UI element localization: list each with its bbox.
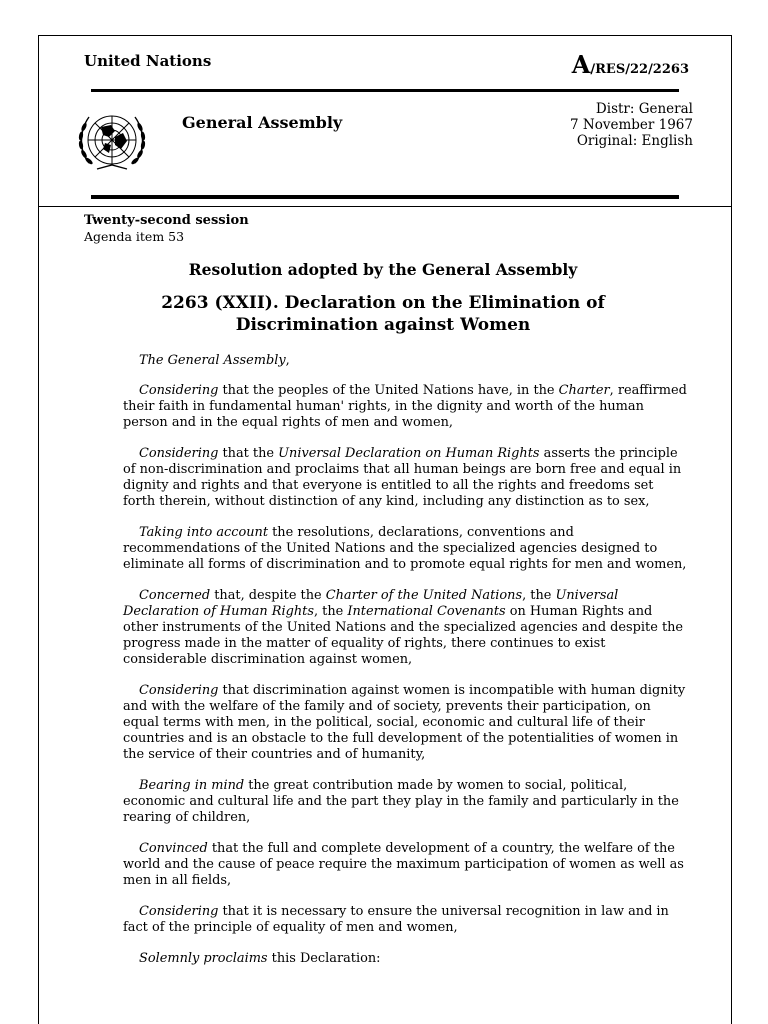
un-emblem-icon xyxy=(75,103,149,177)
paragraph-text: this Declaration: xyxy=(267,951,381,966)
declaration-title-line-1: 2263 (XXII). Declaration on the Elimination of xyxy=(161,293,605,313)
distr-line: Distr: General xyxy=(595,101,693,117)
italic-phrase: Considering xyxy=(139,904,219,919)
language-line: Original: English xyxy=(576,133,693,149)
preamble-paragraph xyxy=(123,951,689,967)
resolution-heading: Resolution adopted by the General Assembly xyxy=(188,260,578,279)
italic-phrase: Concerned xyxy=(139,588,211,603)
symbol-number: /RES/22/2263 xyxy=(590,62,689,77)
preamble-paragraph xyxy=(123,683,689,763)
italic-phrase: Solemnly proclaims xyxy=(139,951,268,966)
italic-phrase: Considering xyxy=(139,383,219,398)
organization-name: United Nations xyxy=(84,52,212,70)
document-header xyxy=(39,36,731,207)
italic-phrase: Universal Declaration of Human Rights xyxy=(123,588,619,619)
italic-phrase: Charter xyxy=(558,383,610,398)
declaration-title-line-2: Discrimination against Women xyxy=(235,315,531,335)
preamble-paragraph xyxy=(123,904,689,936)
preamble-paragraph xyxy=(123,841,689,889)
paragraph-text: the resolutions, declarations, conventions and recommendations of the United Nations and the specialized agencies designed to eliminate all forms of discrimination and to promote equal rights for men and women, xyxy=(123,525,687,572)
paragraph-text: on Human Rights and other instruments of the United Nations and the specialized agencies and despite the progress made in the matter of equality of rights, there continues to exist considerable discrimination against women, xyxy=(123,604,684,667)
agenda-item: Agenda item 53 xyxy=(84,229,185,244)
italic-phrase: The General Assembly xyxy=(139,353,286,368)
italic-phrase: Taking into account xyxy=(139,525,269,540)
preamble-paragraph xyxy=(123,525,689,573)
header-rule-top xyxy=(91,89,679,92)
paragraph-text: , the xyxy=(313,604,348,619)
paragraph-text: that, despite the xyxy=(210,588,326,603)
paragraph-text: , reaffirmed their faith in fundamental human' rights, in the dignity and worth of the human person and in the equal rights of men and women, xyxy=(123,383,687,430)
paragraph-text: , the xyxy=(522,588,556,603)
preamble-paragraph xyxy=(123,588,689,668)
paragraph-text: that it is necessary to ensure the universal recognition in law and in fact of the principle of equality of men and women, xyxy=(123,904,669,935)
paragraph-text: asserts the principle of non-discrimination and proclaims that all human beings are born free and equal in dignity and rights and that everyone is entitled to all the rights and freedoms set forth therein, without distinction of any kind, including any distinction as to sex, xyxy=(123,446,682,509)
organ-name: General Assembly xyxy=(182,113,343,132)
preamble-paragraph xyxy=(123,778,689,826)
preamble-paragraph xyxy=(123,383,689,431)
italic-phrase: Convinced xyxy=(139,841,208,856)
italic-phrase: Charter of the United Nations xyxy=(325,588,523,603)
header-rule-bottom xyxy=(91,195,679,199)
italic-phrase: Universal Declaration on Human Rights xyxy=(278,446,540,461)
paragraph-text: that the xyxy=(218,446,279,461)
italic-phrase: International Covenants xyxy=(347,604,506,619)
paragraph-text: the great contribution made by women to social, political, economic and cultural life and the part they play in the family and particularly in the rearing of children, xyxy=(123,778,679,825)
session-label: Twenty-second session xyxy=(84,213,249,228)
declaration-title xyxy=(84,292,682,336)
document-symbol xyxy=(572,50,689,79)
preamble-paragraph xyxy=(123,353,689,369)
distribution-info xyxy=(570,101,693,149)
preamble-paragraph xyxy=(123,446,689,510)
document-body xyxy=(84,213,690,982)
symbol-letter: A xyxy=(571,50,591,79)
date-line: 7 November 1967 xyxy=(570,117,693,133)
paragraph-text: that the peoples of the United Nations have, in the xyxy=(218,383,559,398)
preamble-text xyxy=(123,353,689,967)
paragraph-text: that discrimination against women is incompatible with human dignity and with the welfare of the family and of society, prevents their participation, on equal terms with men, in the political, social, economic and cultural life of their countries and is an obstacle to the full development of the potentialities of women in the service of their countries and of humanity, xyxy=(123,683,686,762)
italic-phrase: Bearing in mind xyxy=(139,778,245,793)
paragraph-text: that the full and complete development of a country, the welfare of the world and the cause of peace require the maximum participation of women as well as men in all fields, xyxy=(123,841,684,888)
italic-phrase: Considering xyxy=(139,446,219,461)
italic-phrase: Considering xyxy=(139,683,219,698)
paragraph-text: , xyxy=(285,353,290,368)
